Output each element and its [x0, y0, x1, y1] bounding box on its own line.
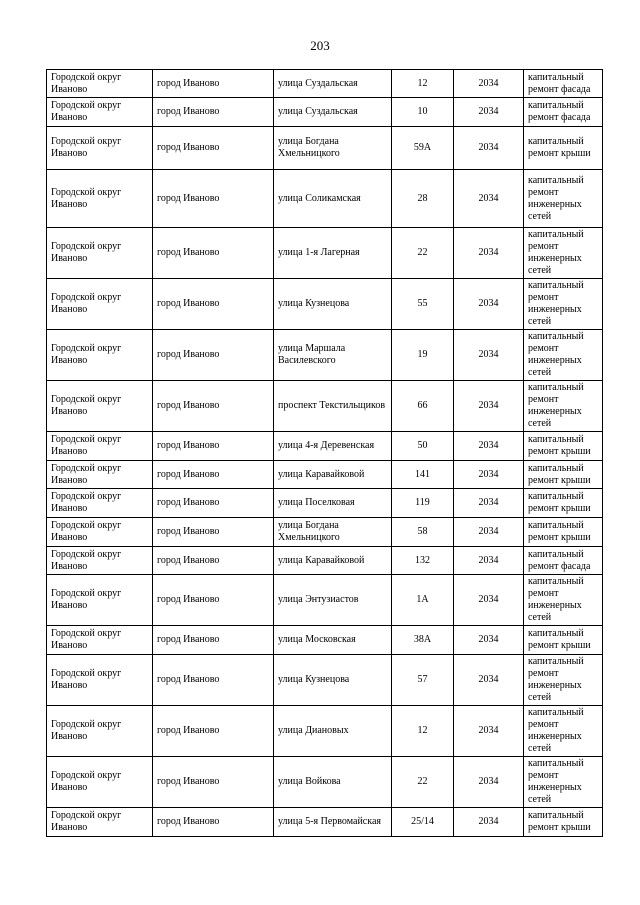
table-row: [47, 575, 603, 626]
house-number-cell: 22: [392, 228, 454, 279]
table-row: [47, 70, 603, 98]
city-cell: город Иваново: [153, 127, 274, 170]
house-number-cell: 19: [392, 330, 454, 381]
year-cell: 2034: [454, 170, 524, 228]
work-type-cell: капитальный ремонт фасада: [524, 98, 603, 127]
table-row: [47, 808, 603, 837]
district-cell: Городской округ Иваново: [47, 706, 153, 757]
house-number-cell: 22: [392, 757, 454, 808]
year-cell: 2034: [454, 330, 524, 381]
street-cell: улица Московская: [274, 626, 392, 655]
city-cell: город Иваново: [153, 808, 274, 837]
street-cell: улица Поселковая: [274, 489, 392, 518]
street-cell: улица Соликамская: [274, 170, 392, 228]
city-cell: город Иваново: [153, 330, 274, 381]
city-cell: город Иваново: [153, 757, 274, 808]
district-cell: Городской округ Иваново: [47, 170, 153, 228]
district-cell: Городской округ Иваново: [47, 330, 153, 381]
house-number-cell: 141: [392, 461, 454, 489]
street-cell: улица 1-я Лагерная: [274, 228, 392, 279]
city-cell: город Иваново: [153, 518, 274, 547]
table-row: [47, 330, 603, 381]
street-cell: улица Кузнецова: [274, 279, 392, 330]
city-cell: город Иваново: [153, 489, 274, 518]
table-row: [47, 170, 603, 228]
street-cell: улица Кузнецова: [274, 655, 392, 706]
table-row: [47, 547, 603, 575]
street-cell: проспект Текстильщиков: [274, 381, 392, 432]
street-cell: улица 4-я Деревенская: [274, 432, 392, 461]
house-number-cell: 28: [392, 170, 454, 228]
street-cell: улица Богдана Хмельницкого: [274, 127, 392, 170]
house-number-cell: 119: [392, 489, 454, 518]
table-row: [47, 228, 603, 279]
street-cell: улица Энтузиастов: [274, 575, 392, 626]
city-cell: город Иваново: [153, 228, 274, 279]
year-cell: 2034: [454, 127, 524, 170]
house-number-cell: 57: [392, 655, 454, 706]
work-type-cell: капитальный ремонт крыши: [524, 626, 603, 655]
work-type-cell: капитальный ремонт фасада: [524, 70, 603, 98]
work-type-cell: капитальный ремонт крыши: [524, 127, 603, 170]
table-row: [47, 381, 603, 432]
page-number: 203: [310, 38, 330, 53]
city-cell: город Иваново: [153, 98, 274, 127]
year-cell: 2034: [454, 655, 524, 706]
year-cell: 2034: [454, 518, 524, 547]
table-row: [47, 432, 603, 461]
work-type-cell: капитальный ремонт инженерных сетей: [524, 228, 603, 279]
district-cell: Городской округ Иваново: [47, 228, 153, 279]
year-cell: 2034: [454, 757, 524, 808]
house-number-cell: 38А: [392, 626, 454, 655]
street-cell: улица Маршала Василевского: [274, 330, 392, 381]
year-cell: 2034: [454, 626, 524, 655]
work-type-cell: капитальный ремонт инженерных сетей: [524, 575, 603, 626]
district-cell: Городской округ Иваново: [47, 489, 153, 518]
house-number-cell: 55: [392, 279, 454, 330]
street-cell: улица Богдана Хмельницкого: [274, 518, 392, 547]
house-number-cell: 12: [392, 706, 454, 757]
street-cell: улица Диановых: [274, 706, 392, 757]
house-number-cell: 50: [392, 432, 454, 461]
year-cell: 2034: [454, 706, 524, 757]
city-cell: город Иваново: [153, 547, 274, 575]
year-cell: 2034: [454, 279, 524, 330]
house-number-cell: 10: [392, 98, 454, 127]
table-row: [47, 98, 603, 127]
house-number-cell: 132: [392, 547, 454, 575]
district-cell: Городской округ Иваново: [47, 279, 153, 330]
district-cell: Городской округ Иваново: [47, 518, 153, 547]
table-row: [47, 127, 603, 170]
registry-rows: [47, 70, 603, 837]
year-cell: 2034: [454, 808, 524, 837]
street-cell: улица Суздальская: [274, 70, 392, 98]
street-cell: улица Суздальская: [274, 98, 392, 127]
work-type-cell: капитальный ремонт крыши: [524, 461, 603, 489]
district-cell: Городской округ Иваново: [47, 575, 153, 626]
work-type-cell: капитальный ремонт крыши: [524, 808, 603, 837]
work-type-cell: капитальный ремонт фасада: [524, 547, 603, 575]
table-row: [47, 655, 603, 706]
district-cell: Городской округ Иваново: [47, 98, 153, 127]
year-cell: 2034: [454, 461, 524, 489]
work-type-cell: капитальный ремонт инженерных сетей: [524, 279, 603, 330]
table-row: [47, 757, 603, 808]
table-row: [47, 461, 603, 489]
work-type-cell: капитальный ремонт инженерных сетей: [524, 706, 603, 757]
work-type-cell: капитальный ремонт крыши: [524, 432, 603, 461]
district-cell: Городской округ Иваново: [47, 127, 153, 170]
year-cell: 2034: [454, 98, 524, 127]
year-cell: 2034: [454, 432, 524, 461]
year-cell: 2034: [454, 547, 524, 575]
street-cell: улица Войкова: [274, 757, 392, 808]
table-row: [47, 626, 603, 655]
work-type-cell: капитальный ремонт инженерных сетей: [524, 655, 603, 706]
table-row: [47, 706, 603, 757]
work-type-cell: капитальный ремонт инженерных сетей: [524, 381, 603, 432]
city-cell: город Иваново: [153, 432, 274, 461]
year-cell: 2034: [454, 381, 524, 432]
street-cell: улица 5-я Первомайская: [274, 808, 392, 837]
district-cell: Городской округ Иваново: [47, 655, 153, 706]
house-number-cell: 25/14: [392, 808, 454, 837]
district-cell: Городской округ Иваново: [47, 381, 153, 432]
street-cell: улица Каравайковой: [274, 547, 392, 575]
city-cell: город Иваново: [153, 279, 274, 330]
city-cell: город Иваново: [153, 626, 274, 655]
street-cell: улица Каравайковой: [274, 461, 392, 489]
year-cell: 2034: [454, 575, 524, 626]
table-row: [47, 489, 603, 518]
year-cell: 2034: [454, 228, 524, 279]
work-type-cell: капитальный ремонт инженерных сетей: [524, 757, 603, 808]
year-cell: 2034: [454, 489, 524, 518]
district-cell: Городской округ Иваново: [47, 808, 153, 837]
year-cell: 2034: [454, 70, 524, 98]
district-cell: Городской округ Иваново: [47, 757, 153, 808]
work-type-cell: капитальный ремонт инженерных сетей: [524, 170, 603, 228]
city-cell: город Иваново: [153, 655, 274, 706]
district-cell: Городской округ Иваново: [47, 432, 153, 461]
city-cell: город Иваново: [153, 381, 274, 432]
work-type-cell: капитальный ремонт крыши: [524, 489, 603, 518]
city-cell: город Иваново: [153, 706, 274, 757]
registry-table: [46, 69, 603, 837]
table-row: [47, 279, 603, 330]
city-cell: город Иваново: [153, 170, 274, 228]
house-number-cell: 59А: [392, 127, 454, 170]
house-number-cell: 58: [392, 518, 454, 547]
house-number-cell: 12: [392, 70, 454, 98]
table-row: [47, 518, 603, 547]
city-cell: город Иваново: [153, 70, 274, 98]
district-cell: Городской округ Иваново: [47, 547, 153, 575]
house-number-cell: 66: [392, 381, 454, 432]
city-cell: город Иваново: [153, 575, 274, 626]
work-type-cell: капитальный ремонт крыши: [524, 518, 603, 547]
house-number-cell: 1А: [392, 575, 454, 626]
district-cell: Городской округ Иваново: [47, 626, 153, 655]
district-cell: Городской округ Иваново: [47, 70, 153, 98]
city-cell: город Иваново: [153, 461, 274, 489]
district-cell: Городской округ Иваново: [47, 461, 153, 489]
work-type-cell: капитальный ремонт инженерных сетей: [524, 330, 603, 381]
